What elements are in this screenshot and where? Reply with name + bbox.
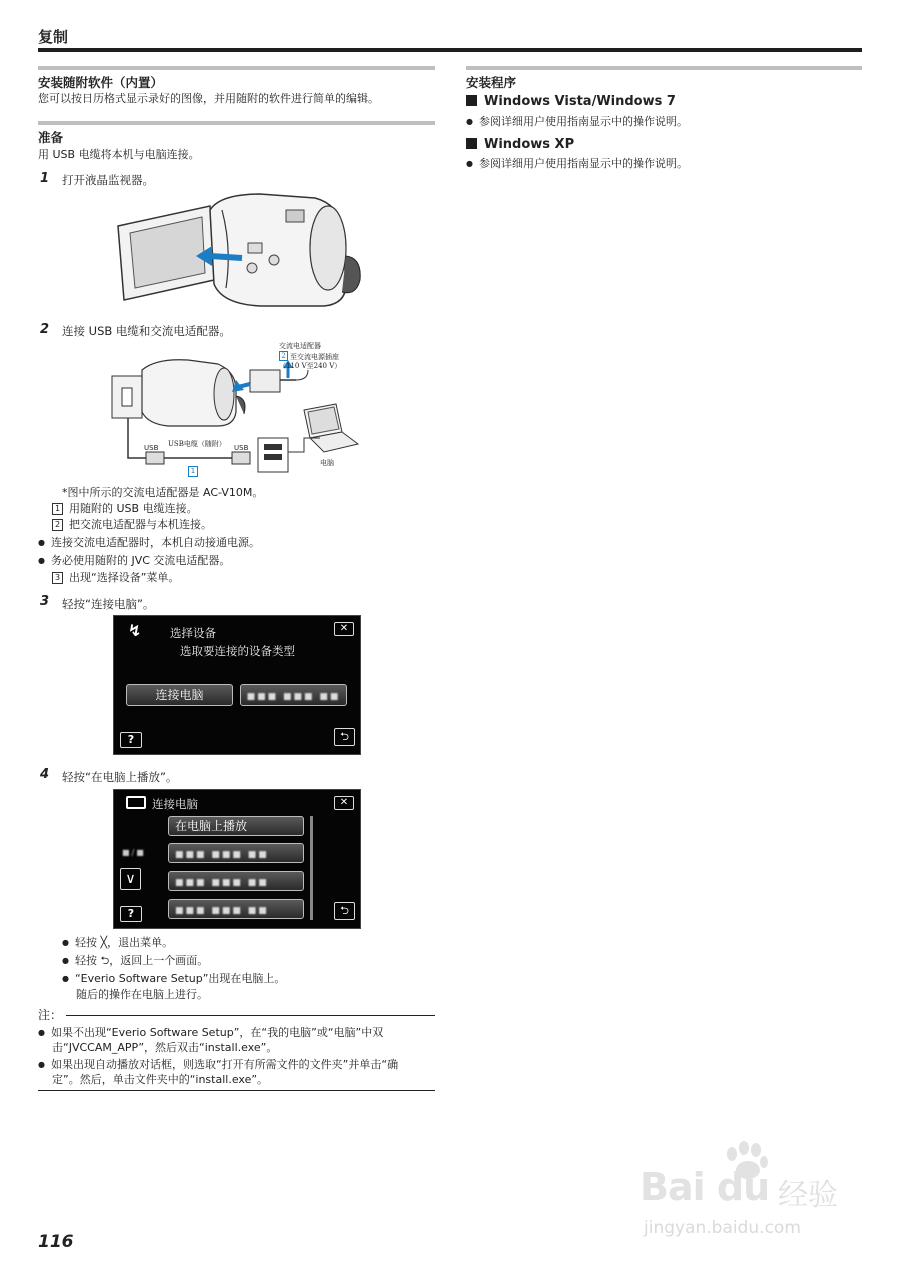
ac-label-line xyxy=(279,351,341,362)
bullet-item: ● 务必使用随附的 JVC 交流电适配器。 xyxy=(38,553,230,570)
help-icon[interactable]: ? xyxy=(120,906,142,922)
note-item-text: 用随附的 USB 电缆连接。 xyxy=(69,502,198,515)
note-item-text: 出现“选择设备”菜单。 xyxy=(69,571,180,584)
scrollbar[interactable] xyxy=(310,816,313,920)
note-item xyxy=(52,501,198,517)
ac-label-line: （110 V至240 V） xyxy=(279,362,342,370)
box-number: 3 xyxy=(52,572,63,584)
section-title-install-procedure: 安装程序 xyxy=(466,75,517,90)
note-item-continuation: 定”。然后，单击文件夹中的“install.exe”。 xyxy=(52,1073,269,1086)
ac-label-line: 交流电适配器 xyxy=(279,342,321,350)
ac-label-text: 至交流电源插座 xyxy=(290,353,339,361)
watermark-brand: Bai du xyxy=(640,1165,770,1209)
windows-vista-heading: Windows Vista/Windows 7 xyxy=(466,94,676,109)
bullet-item: ● 连接交流电适配器时，本机自动接通电源。 xyxy=(38,535,260,552)
baidu-watermark xyxy=(640,1140,870,1260)
step-text: 连接 USB 电缆和交流电适配器。 xyxy=(62,324,231,338)
note-bottom-rule xyxy=(38,1090,435,1091)
bullet-item: ● “Everio Software Setup”出现在电脑上。 xyxy=(62,971,285,988)
close-icon[interactable]: ✕ xyxy=(334,622,354,636)
menu-item[interactable] xyxy=(168,871,304,891)
computer-icon xyxy=(126,796,146,809)
screen-title: 连接电脑 xyxy=(152,797,198,811)
watermark-url: jingyan.baidu.com xyxy=(644,1218,801,1238)
blurred-label: ■■■ ■■■ ■■ xyxy=(246,692,341,702)
bullet-continuation: 随后的操作在电脑上进行。 xyxy=(76,988,208,1001)
note-item xyxy=(52,570,179,586)
blurred-label: ■■■ ■■■ ■■ xyxy=(175,906,269,916)
bullet-item: ● 轻按 ╳，退出菜单。 xyxy=(62,935,173,952)
back-icon[interactable]: ⮌ xyxy=(334,728,355,746)
menu-item[interactable] xyxy=(168,899,304,919)
page-number: 116 xyxy=(38,1232,74,1252)
step-number: 3 xyxy=(40,594,50,609)
blurred-label: ■■■ ■■■ ■■ xyxy=(175,878,269,888)
note-item-continuation: 击“JVCCAM_APP”，然后双击“install.exe”。 xyxy=(52,1041,278,1054)
step-text: 轻按“在电脑上播放”。 xyxy=(62,770,178,784)
ac-box-number: 2 xyxy=(279,351,288,361)
note-item xyxy=(52,517,212,533)
menu-item-play-on-pc[interactable]: 在电脑上播放 xyxy=(168,816,304,836)
menu-item[interactable] xyxy=(168,843,304,863)
usb-left-label: USB xyxy=(144,444,159,452)
cable-box-number: 1 xyxy=(188,466,198,477)
connection-icon: ↯ xyxy=(128,621,142,640)
watermark-cn: 经验 xyxy=(778,1178,838,1213)
other-device-button[interactable] xyxy=(240,684,347,706)
usb-right-label: USB xyxy=(234,444,249,452)
step-number: 2 xyxy=(40,322,50,337)
windows-xp-heading: Windows XP xyxy=(466,137,574,152)
section-bar xyxy=(38,121,435,125)
header-rule xyxy=(38,48,862,52)
close-icon[interactable]: ✕ xyxy=(334,796,354,810)
blurred-label: ■■■ ■■■ ■■ xyxy=(175,850,269,860)
box-number: 2 xyxy=(52,519,63,531)
note-label: 注： xyxy=(38,1008,63,1022)
step-text: 轻按“连接电脑”。 xyxy=(62,597,155,611)
help-icon[interactable]: ? xyxy=(120,732,142,748)
page-header-title: 复制 xyxy=(38,28,69,46)
ac-adapter-label xyxy=(279,342,341,371)
step-text: 打开液晶监视器。 xyxy=(62,173,154,187)
screen-subtitle: 选取要连接的设备类型 xyxy=(180,644,295,658)
connect-pc-screen xyxy=(113,789,361,929)
step-number: 4 xyxy=(40,767,50,782)
pc-label: 电脑 xyxy=(320,459,334,467)
select-device-screen xyxy=(113,615,361,755)
windows-xp-desc: ● 参阅详细用户使用指南显示中的操作说明。 xyxy=(466,156,688,173)
note-item: ● 如果不出现“Everio Software Setup”，在“我的电脑”或“电脑”中双 xyxy=(38,1025,383,1042)
chevron-down-icon[interactable]: ∨ xyxy=(120,868,141,890)
note-item: ● 如果出现自动播放对话框，则选取“打开有所需文件的文件夹”并单击“确 xyxy=(38,1057,398,1074)
camera-open-lcd-illustration xyxy=(110,188,362,312)
note-top-rule xyxy=(66,1015,435,1016)
windows-vista-desc: ● 参阅详细用户使用指南显示中的操作说明。 xyxy=(466,114,688,131)
section-desc-prepare: 用 USB 电缆将本机与电脑连接。 xyxy=(38,148,200,161)
section-desc-install: 您可以按日历格式显示录好的图像，并用随附的软件进行简单的编辑。 xyxy=(38,92,379,105)
bullet-item: ● 轻按 ⮌，返回上一个画面。 xyxy=(62,953,208,970)
box-number: 1 xyxy=(52,503,63,515)
page-indicator: ■/■ xyxy=(122,848,146,857)
screen-title: 选择设备 xyxy=(170,626,216,640)
section-title-prepare: 准备 xyxy=(38,130,64,145)
connect-pc-button[interactable]: 连接电脑 xyxy=(126,684,233,706)
back-icon[interactable]: ⮌ xyxy=(334,902,355,920)
section-bar xyxy=(466,66,862,70)
usb-connection-diagram xyxy=(108,340,364,478)
section-bar xyxy=(38,66,435,70)
usb-cable-label: USB电缆（随附） xyxy=(168,440,226,448)
section-title-install: 安装随附软件（内置） xyxy=(38,75,164,90)
step-number: 1 xyxy=(40,171,50,186)
adapter-footnote: *图中所示的交流电适配器是 AC-V10M。 xyxy=(62,486,264,499)
note-item-text: 把交流电适配器与本机连接。 xyxy=(69,518,212,531)
